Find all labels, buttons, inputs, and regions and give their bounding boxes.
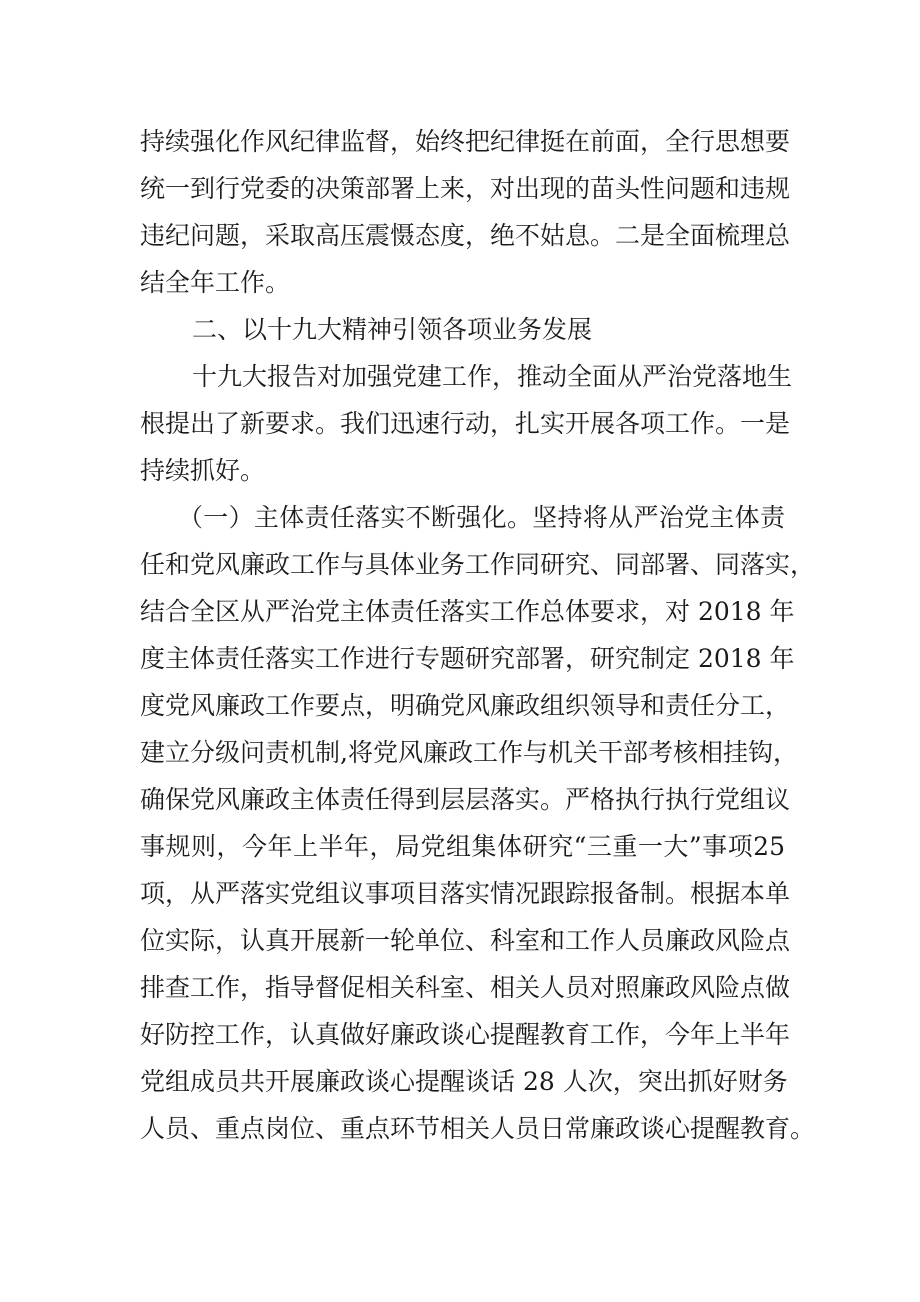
- paragraph-line: 持续抓好。: [140, 456, 266, 485]
- paragraph-line: 任和党风廉政工作与具体业务工作同研究、同部署、同落实，: [140, 550, 816, 579]
- paragraph-line: 事规则，今年上半年，局党组集体研究“三重一大”事项25: [140, 832, 785, 861]
- paragraph-line: 结合全区从严治党主体责任落实工作总体要求，对 2018 年: [140, 597, 795, 626]
- paragraph-line: 党组成员共开展廉政谈心提醒谈话 28 人次，突出抓好财务: [140, 1067, 788, 1096]
- paragraph-line: 建立分级问责机制,将党风廉政工作与机关干部考核相挂钩，: [140, 738, 798, 767]
- paragraph-line: 十九大报告对加强党建工作，推动全面从严治党落地生: [192, 362, 793, 391]
- paragraph-line: 排查工作，指导督促相关科室、相关人员对照廉政风险点做: [140, 973, 791, 1002]
- paragraph-line: 位实际，认真开展新一轮单位、科室和工作人员廉政风险点: [140, 926, 791, 955]
- paragraph-line: 违纪问题，采取高压震慑态度，绝不姑息。二是全面梳理总: [140, 221, 791, 250]
- subsection-heading-line: （一）主体责任落实不断强化。坚持将从严治党主体责: [178, 503, 785, 532]
- paragraph-line: 度主体责任落实工作进行专题研究部署，研究制定 2018 年: [140, 644, 795, 673]
- paragraph-line: 统一到行党委的决策部署上来，对出现的苗头性问题和违规: [140, 174, 791, 203]
- paragraph-line: 人员、重点岗位、重点环节相关人员日常廉政谈心提醒教育。: [140, 1114, 816, 1143]
- paragraph-line: 项，从严落实党组议事项目落实情况跟踪报备制。根据本单: [140, 879, 791, 908]
- paragraph-line: 好防控工作，认真做好廉政谈心提醒教育工作，今年上半年: [140, 1020, 791, 1049]
- paragraph-line: 结全年工作。: [140, 268, 291, 297]
- paragraph-line: 度党风廉政工作要点，明确党风廉政组织领导和责任分工，: [140, 691, 791, 720]
- paragraph-line: 持续强化作风纪律监督，始终把纪律挺在前面，全行思想要: [140, 127, 791, 156]
- document-body: [140, 118, 816, 1152]
- paragraph-line: 确保党风廉政主体责任得到层层落实。严格执行执行党组议: [140, 785, 791, 814]
- paragraph-line: 根提出了新要求。我们迅速行动，扎实开展各项工作。一是: [140, 409, 791, 438]
- section-heading: 二、以十九大精神引领各项业务发展: [192, 315, 593, 344]
